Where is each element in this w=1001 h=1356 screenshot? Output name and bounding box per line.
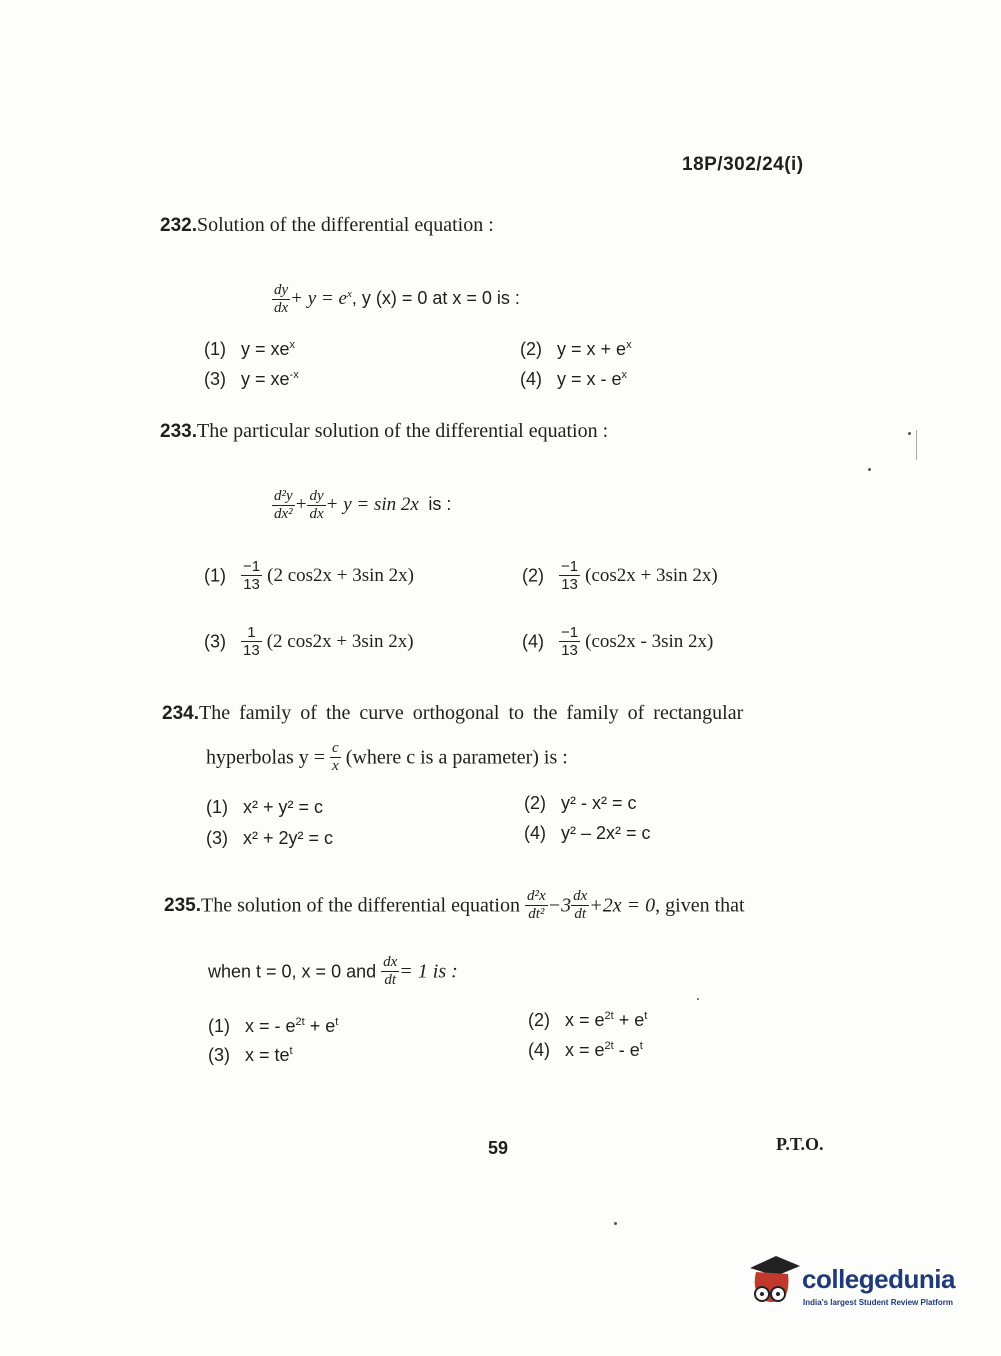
option-232-1: (1) $y = xe^x$ — [204, 339, 296, 359]
equation-232: $\frac{dy}{dx}$ + $y = e^x$, y (x) = 0 at x = 0 is : — [274, 282, 520, 317]
option-235-3: (3) $x = te^t$ — [208, 1045, 293, 1065]
option-235-2: (2) $x = e^{2t} + e^t$ — [528, 1010, 648, 1030]
option-232-3: (3) $y = xe^{-x}$ — [204, 369, 299, 389]
scan-speck — [908, 432, 911, 435]
fraction-c-x: $\frac{c}{x}$ — [332, 740, 339, 775]
option-235-1: (1) x = - $e^{2t} + e^t$ — [208, 1016, 339, 1036]
question-232 — [160, 214, 494, 237]
question-235: 235.The solution of the differential equation $\frac{\text{d²x}}{\text{dt²}}$ −3 $\frac{dx}{dt}$ +2x = 0, given that — [164, 888, 745, 923]
question-235-line2: when t = 0, x = 0 and $\frac{dx}{dt}$ = 1 is : — [208, 954, 458, 989]
brand-tagline: India's largest Student Review Platform — [803, 1298, 953, 1307]
option-233-3: (3) $\frac{1}{13}$ (2 cos2x + 3sin 2x) — [204, 624, 414, 660]
collegedunia-logo-icon — [742, 1250, 802, 1310]
fraction-dx-dt: $\frac{dx}{dt}$ — [573, 888, 588, 923]
page-number: 59 — [488, 1138, 509, 1158]
question-number: 234. — [162, 703, 199, 724]
pto-label: P.T.O. — [776, 1134, 824, 1154]
option-232-2: (2) $y = x + e^x$ — [520, 339, 632, 359]
scan-speck — [868, 468, 871, 471]
fraction: $\frac{-1}{13}$ — [561, 558, 579, 594]
paper-code: 18P/302/24(i) — [682, 154, 804, 175]
scan-speck — [697, 998, 699, 1000]
fraction: $\frac{-1}{13}$ — [243, 558, 261, 594]
question-233 — [160, 420, 608, 443]
option-233-1: (1) $\frac{-1}{13}$ (2 cos2x + 3sin 2x) — [204, 558, 415, 594]
fraction: $\frac{1}{13}$ — [243, 624, 260, 660]
fraction-d2y-dx2: $\frac{\text{d²y}}{\text{dx²}}$ — [274, 488, 293, 523]
option-233-4: (4) $\frac{-1}{13}$ (cos2x - 3sin 2x) — [522, 624, 714, 660]
scan-speck — [614, 1222, 617, 1225]
fraction-d2x-dt2: $\frac{\text{d²x}}{\text{dt²}}$ — [526, 888, 546, 923]
equation-233: $\frac{\text{d²y}}{\text{dx²}}$ + $\frac{dy}{dx}$ + y = sin 2x is : — [274, 488, 452, 523]
question-stem: Solution of the differential equation : — [196, 214, 494, 236]
scan-mark — [916, 430, 917, 460]
question-number: 233. — [160, 421, 197, 442]
question-234 — [162, 702, 743, 725]
option-235-4: (4) $x = e^{2t} - e^t$ — [528, 1040, 643, 1060]
fraction-dy-dx: $\frac{dy}{dx}$ — [274, 282, 289, 317]
option-234-4: (4) y² – 2x² = c — [524, 823, 651, 843]
question-stem: The particular solution of the differential equation : — [196, 420, 609, 442]
fraction-dx-dt: $\frac{dx}{dt}$ — [383, 954, 398, 989]
fraction: $\frac{-1}{13}$ — [561, 624, 579, 660]
question-234-line2: hyperbolas y = $\frac{c}{x}$ (where c is a parameter) is : — [206, 740, 568, 775]
option-234-2: (2) y² - x² = c — [524, 793, 637, 813]
fraction-dy-dx: $\frac{dy}{dx}$ — [309, 488, 324, 523]
question-number: 232. — [160, 215, 197, 236]
option-233-2: (2) $\frac{-1}{13}$ (cos2x + 3sin 2x) — [522, 558, 718, 594]
question-number: 235. — [164, 894, 201, 916]
option-232-4: (4) $y = x - e^x$ — [520, 369, 628, 389]
brand-name: collegedunia — [802, 1264, 955, 1294]
question-stem: The family of the curve orthogonal to the family of rectangular — [198, 702, 744, 724]
question-stem: The solution of the differential equation — [200, 894, 520, 917]
option-234-3: (3) x² + 2y² = c — [206, 828, 334, 848]
option-234-1: (1) x² + y² = c — [206, 797, 324, 817]
